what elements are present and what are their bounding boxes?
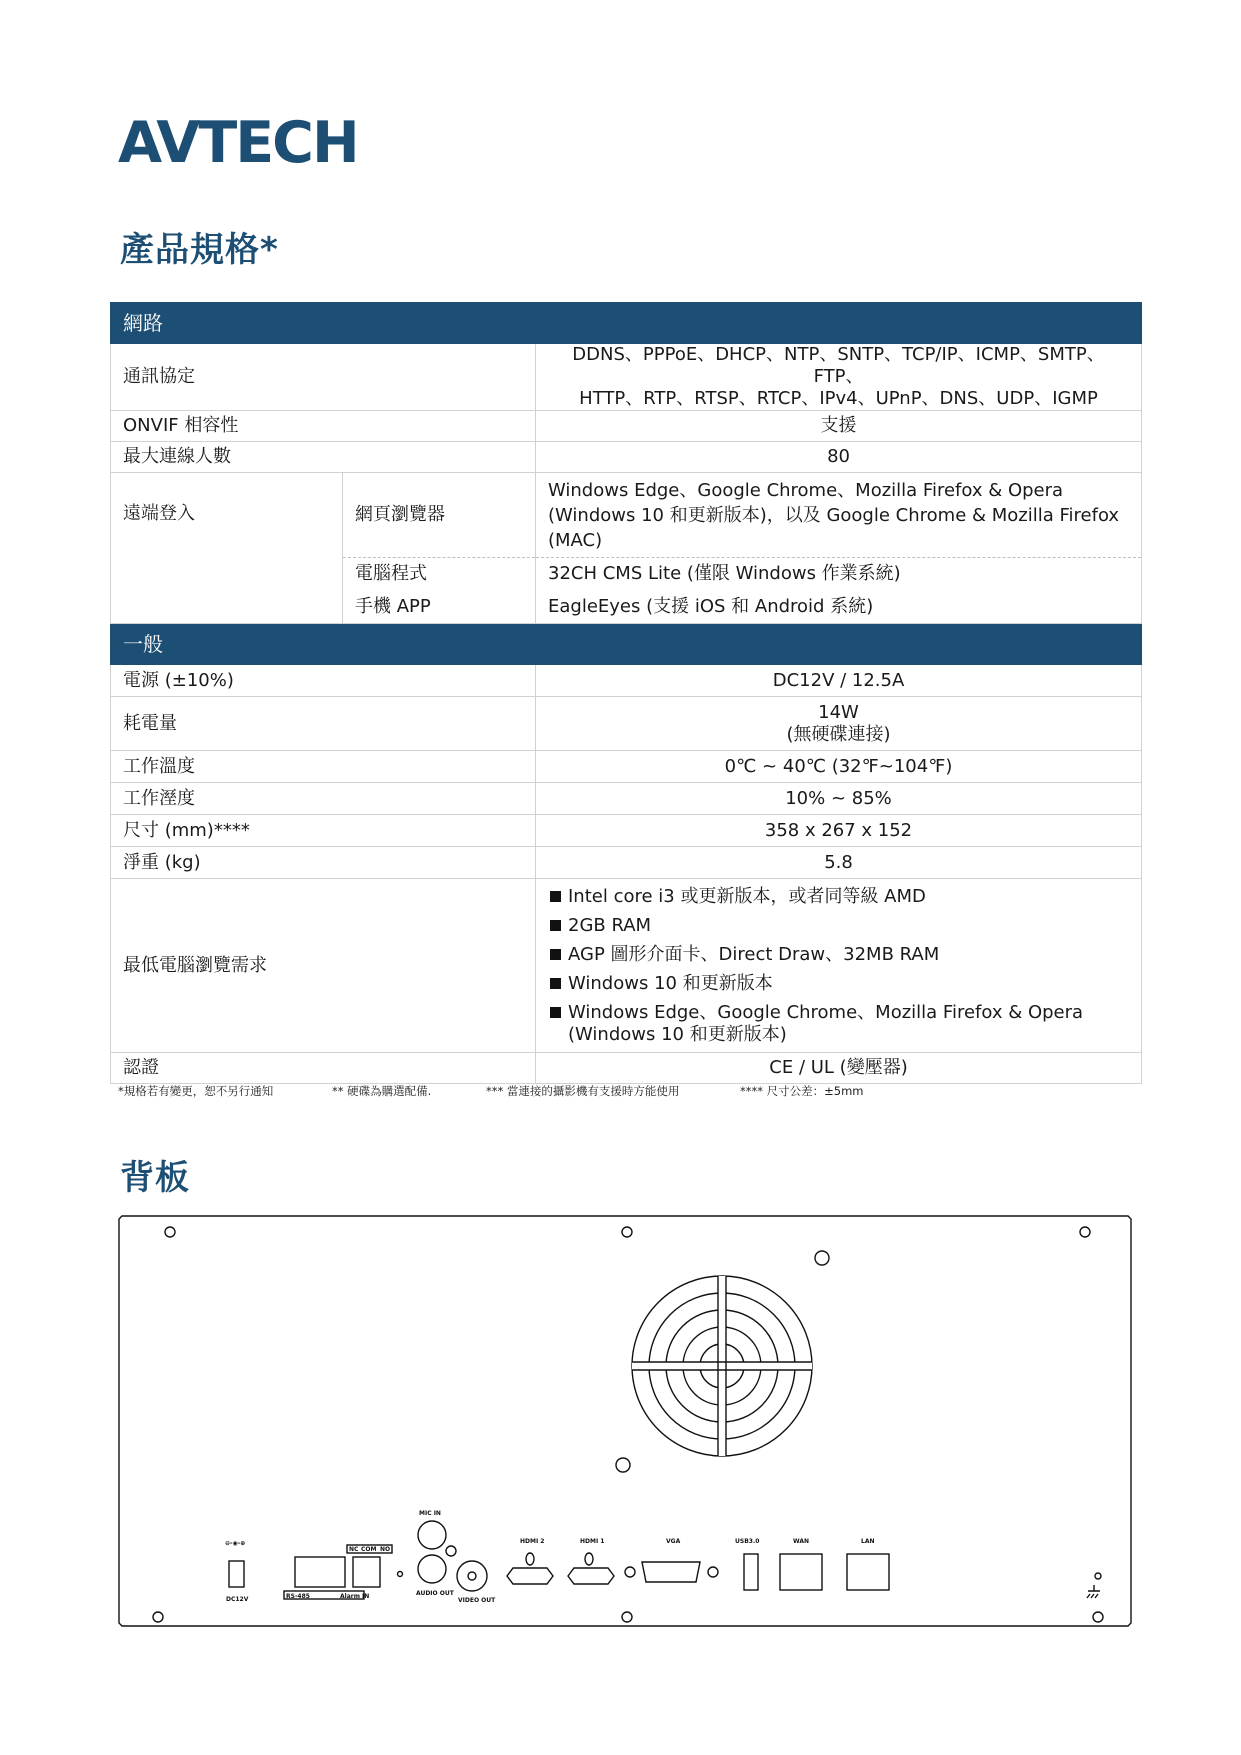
lan-port[interactable] <box>847 1554 889 1590</box>
spec-value <box>536 879 1142 1053</box>
ground-icon <box>1087 1585 1100 1598</box>
spec-label: ONVIF 相容性 <box>111 411 536 442</box>
table-row <box>111 1053 1142 1084</box>
footnote: *** 當連接的攝影機有支援時方能使用 <box>486 1084 680 1098</box>
spec-sublabel: 網頁瀏覽器 <box>343 473 536 558</box>
svg-text:AUDIO OUT: AUDIO OUT <box>416 1590 454 1597</box>
spec-value: 358 x 267 x 152 <box>536 815 1142 847</box>
screw-icon <box>153 1612 163 1622</box>
svg-text:WAN: WAN <box>793 1538 810 1545</box>
svg-text:⊖-◉-⊕: ⊖-◉-⊕ <box>225 1540 246 1547</box>
spec-label: 工作溫度 <box>111 751 536 783</box>
svg-text:Alarm IN: Alarm IN <box>340 1593 370 1600</box>
mic-in-jack[interactable] <box>418 1521 446 1549</box>
table-row <box>111 344 1142 411</box>
svg-text:VIDEO OUT: VIDEO OUT <box>458 1597 496 1604</box>
svg-text:MIC IN: MIC IN <box>419 1510 441 1517</box>
spec-value: 5.8 <box>536 847 1142 879</box>
protocols-line-1: DDNS、PPPoE、DHCP、NTP、SNTP、TCP/IP、ICMP、SMTP、FTP、 <box>572 344 1105 387</box>
screw-icon <box>1093 1612 1103 1622</box>
spec-value: 32CH CMS Lite (僅限 Windows 作業系統) <box>536 558 1142 591</box>
svg-text:NC: NC <box>349 1546 359 1553</box>
section-network-header <box>111 303 1142 344</box>
hdmi2-port[interactable] <box>507 1568 553 1584</box>
table-row <box>111 697 1142 751</box>
spec-label: 淨重 (kg) <box>111 847 536 879</box>
wan-port[interactable] <box>780 1554 822 1590</box>
spec-label: 最低電腦瀏覽需求 <box>111 879 536 1053</box>
table-row <box>111 751 1142 783</box>
section-general-header <box>111 624 1142 665</box>
table-row <box>111 442 1142 473</box>
table-row <box>111 847 1142 879</box>
spec-label: 尺寸 (mm)**** <box>111 815 536 847</box>
spec-label: 耗電量 <box>111 697 536 751</box>
section-title: 網路 <box>111 303 1142 344</box>
table-row <box>111 665 1142 697</box>
dc12v-label: DC12V <box>226 1596 249 1603</box>
consumption-line-2: (無硬碟連接) <box>786 723 891 745</box>
fan-grille-icon <box>632 1276 812 1456</box>
video-out-bnc[interactable] <box>457 1561 487 1591</box>
spec-label: 遠端登入 <box>111 473 343 624</box>
table-row <box>111 783 1142 815</box>
spec-sublabel: 手機 APP <box>343 591 536 624</box>
spec-value <box>536 697 1142 751</box>
spec-value: 0℃ ~ 40℃ (32℉~104℉) <box>536 751 1142 783</box>
spec-value: 80 <box>536 442 1142 473</box>
svg-text:LAN: LAN <box>861 1538 875 1545</box>
list-item: Windows 10 和更新版本 <box>548 973 1129 995</box>
svg-text:RS-485: RS-485 <box>286 1593 310 1600</box>
screw-icon <box>1080 1227 1090 1237</box>
svg-text:VGA: VGA <box>666 1538 681 1545</box>
spec-label: 最大連線人數 <box>111 442 536 473</box>
spec-label: 認證 <box>111 1053 536 1084</box>
relay-terminal[interactable] <box>353 1557 380 1587</box>
list-item: 2GB RAM <box>548 915 1129 937</box>
table-row <box>111 815 1142 847</box>
list-item: Windows Edge、Google Chrome、Mozilla Firefox & Opera (Windows 10 和更新版本) <box>548 1002 1129 1046</box>
avtech-logo <box>118 112 370 170</box>
usb-port[interactable] <box>744 1554 758 1590</box>
footnote: *規格若有變更，恕不另行通知 <box>118 1084 274 1098</box>
vga-port[interactable] <box>642 1562 700 1582</box>
min-pc-list <box>548 886 1129 1046</box>
screw-icon <box>616 1458 630 1472</box>
spec-label: 工作溼度 <box>111 783 536 815</box>
svg-text:HDMI 2: HDMI 2 <box>520 1538 545 1545</box>
rear-panel-title: 背板 <box>120 1158 190 1198</box>
svg-text:USB3.0: USB3.0 <box>735 1538 760 1545</box>
screw-icon <box>622 1227 632 1237</box>
rear-panel-drawing <box>118 1215 1133 1627</box>
hdmi1-port[interactable] <box>568 1568 614 1584</box>
spec-label: 電源 (±10%) <box>111 665 536 697</box>
spec-sublabel: 電腦程式 <box>343 558 536 591</box>
svg-text:AVTECH: AVTECH <box>118 112 358 170</box>
svg-text:NO: NO <box>380 1546 391 1553</box>
rs485-terminal[interactable] <box>295 1557 345 1587</box>
table-row <box>111 879 1142 1053</box>
screw-icon <box>622 1612 632 1622</box>
screw-icon <box>815 1251 829 1265</box>
spec-value: 10% ~ 85% <box>536 783 1142 815</box>
list-item: Intel core i3 或更新版本，或者同等級 AMD <box>548 886 1129 908</box>
spec-value <box>536 344 1142 411</box>
svg-text:COM: COM <box>361 1546 377 1553</box>
spec-value: Windows Edge、Google Chrome、Mozilla Firefox & Opera (Windows 10 和更新版本)，以及 Google Chrome & Mozilla Firefox (MAC) <box>536 473 1142 558</box>
protocols-line-2: HTTP、RTP、RTSP、RTCP、IPv4、UPnP、DNS、UDP、IGMP <box>579 388 1098 409</box>
spec-value: DC12V / 12.5A <box>536 665 1142 697</box>
spec-label: 通訊協定 <box>111 344 536 411</box>
spec-value: EagleEyes (支援 iOS 和 Android 系統) <box>536 591 1142 624</box>
list-item: AGP 圖形介面卡、Direct Draw、32MB RAM <box>548 944 1129 966</box>
spec-title: 產品規格* <box>120 230 279 270</box>
spec-value: CE / UL (變壓器) <box>536 1053 1142 1084</box>
section-title: 一般 <box>111 624 1142 665</box>
screw-icon <box>165 1227 175 1237</box>
footnote: ** 硬碟為購選配備. <box>332 1084 432 1098</box>
screw-icon <box>1095 1573 1101 1579</box>
footnote: **** 尺寸公差：±5mm <box>740 1084 864 1098</box>
spec-value: 支援 <box>536 411 1142 442</box>
dc12v-port[interactable] <box>229 1561 244 1587</box>
table-row <box>111 473 1142 558</box>
svg-text:HDMI 1: HDMI 1 <box>580 1538 605 1545</box>
audio-out-jack[interactable] <box>418 1555 446 1583</box>
consumption-line-1: 14W <box>818 701 859 723</box>
spec-table <box>110 302 1142 1084</box>
table-row <box>111 411 1142 442</box>
panel-outline <box>119 1216 1131 1626</box>
